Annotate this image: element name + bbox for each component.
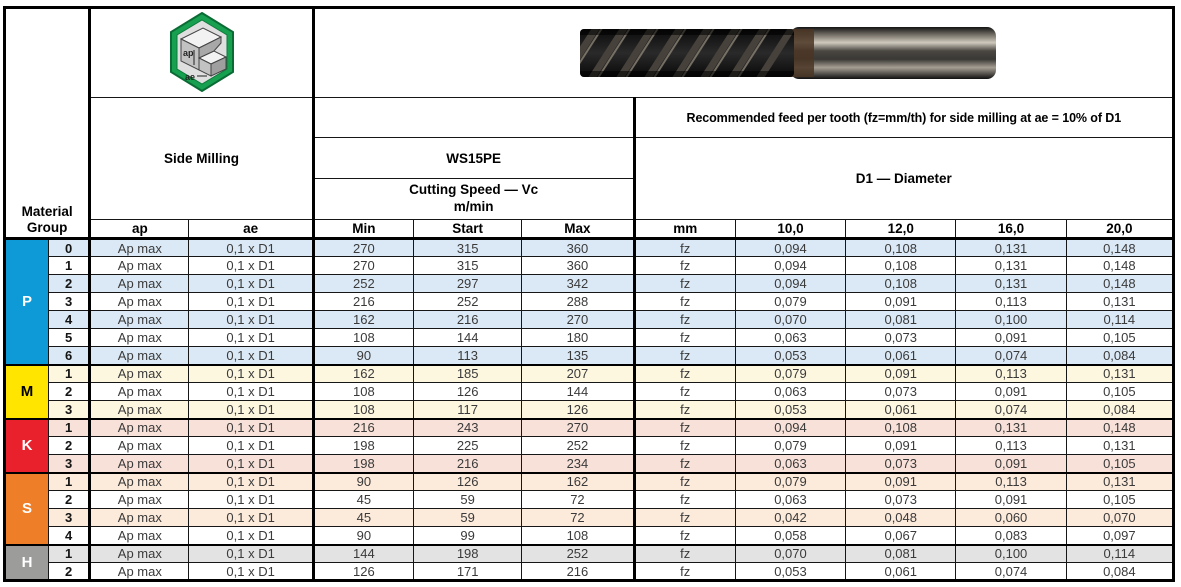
cell: 252	[522, 545, 634, 563]
cell: Ap max	[90, 437, 189, 455]
cell: 0,073	[846, 455, 956, 473]
image-row	[5, 8, 1174, 98]
cell: 234	[522, 455, 634, 473]
col-d16: 16,0	[956, 220, 1066, 239]
cell: 270	[313, 239, 413, 257]
cutting-speed-label: Cutting Speed — Vc	[409, 182, 539, 198]
cell: 117	[414, 401, 522, 419]
cell: 3	[49, 293, 90, 311]
cell: 3	[49, 455, 90, 473]
svg-text:ae: ae	[184, 71, 195, 82]
cell: 0,105	[1066, 329, 1173, 347]
cell: 59	[414, 491, 522, 509]
cell: 1	[49, 257, 90, 275]
cell: 0,091	[956, 455, 1066, 473]
cell: 0,1 x D1	[189, 293, 313, 311]
col-d20: 20,0	[1066, 220, 1173, 239]
cell: 0,042	[735, 509, 845, 527]
speed-feed-table	[3, 6, 1175, 582]
cell: 0,1 x D1	[189, 347, 313, 365]
cell: Ap max	[90, 527, 189, 545]
cell: fz	[634, 257, 735, 275]
cell: 0,1 x D1	[189, 437, 313, 455]
cell: fz	[634, 509, 735, 527]
cell: fz	[634, 383, 735, 401]
cell: 0,074	[956, 401, 1066, 419]
cell: 72	[522, 491, 634, 509]
cell: 0,114	[1066, 311, 1173, 329]
cell: 1	[49, 365, 90, 383]
cell: fz	[634, 311, 735, 329]
cell: 0,148	[1066, 239, 1173, 257]
cell: 216	[414, 455, 522, 473]
cell: 0,061	[846, 347, 956, 365]
end-mill-image	[576, 23, 1000, 83]
col-mm: mm	[634, 220, 735, 239]
cell: fz	[634, 437, 735, 455]
cell: 6	[49, 347, 90, 365]
table-row	[5, 419, 1174, 437]
cell: 0,1 x D1	[189, 563, 313, 581]
cell: 0,067	[846, 527, 956, 545]
cell: 0,094	[735, 275, 845, 293]
cutting-speed-header	[313, 179, 634, 220]
cell: 2	[49, 491, 90, 509]
material-group-letter: H	[5, 545, 49, 581]
cell: 126	[414, 383, 522, 401]
cell: 0,061	[846, 563, 956, 581]
cell: 0,063	[735, 329, 845, 347]
cell: 0,073	[846, 491, 956, 509]
cell: fz	[634, 239, 735, 257]
cell: 0,063	[735, 383, 845, 401]
cell: 0,058	[735, 527, 845, 545]
cell: 0	[49, 239, 90, 257]
cell: 225	[414, 437, 522, 455]
cell: 0,091	[846, 293, 956, 311]
d1-diameter-header: D1 — Diameter	[634, 138, 1173, 220]
table-row	[5, 239, 1174, 257]
cell: 2	[49, 437, 90, 455]
cell: 0,1 x D1	[189, 491, 313, 509]
cell: 0,094	[735, 419, 845, 437]
cell: 0,108	[846, 239, 956, 257]
cell: 0,131	[1066, 473, 1173, 491]
cell: 0,148	[1066, 419, 1173, 437]
cell: 126	[313, 563, 413, 581]
table-row	[5, 383, 1174, 401]
col-ae: ae	[189, 220, 313, 239]
cell: 0,091	[846, 365, 956, 383]
cell: fz	[634, 563, 735, 581]
cell: 0,094	[735, 239, 845, 257]
cell: 252	[522, 437, 634, 455]
cell: 45	[313, 491, 413, 509]
tool-grade-header: WS15PE	[313, 138, 634, 179]
cell: 0,131	[1066, 365, 1173, 383]
band-row	[5, 98, 1174, 138]
cell: 0,074	[956, 563, 1066, 581]
cell: fz	[634, 455, 735, 473]
cell: fz	[634, 401, 735, 419]
cell: 270	[313, 257, 413, 275]
cell: 108	[313, 383, 413, 401]
cell: 4	[49, 311, 90, 329]
cell: 0,1 x D1	[189, 545, 313, 563]
cell: 198	[313, 455, 413, 473]
cell: 171	[414, 563, 522, 581]
cell: 0,084	[1066, 563, 1173, 581]
cell: 0,1 x D1	[189, 509, 313, 527]
material-group-letter: K	[5, 419, 49, 473]
cell: 0,148	[1066, 275, 1173, 293]
cell: fz	[634, 275, 735, 293]
cell: 0,1 x D1	[189, 527, 313, 545]
cell: 0,108	[846, 419, 956, 437]
cell: fz	[634, 419, 735, 437]
cell: Ap max	[90, 401, 189, 419]
table-row	[5, 473, 1174, 491]
cell: 0,1 x D1	[189, 365, 313, 383]
cell: 0,100	[956, 311, 1066, 329]
cell: 360	[522, 257, 634, 275]
cell: 0,1 x D1	[189, 401, 313, 419]
cell: 0,084	[1066, 347, 1173, 365]
cell: 216	[313, 419, 413, 437]
col-ap: ap	[90, 220, 189, 239]
table-row	[5, 347, 1174, 365]
cell: 0,053	[735, 563, 845, 581]
cell: 99	[414, 527, 522, 545]
cell: Ap max	[90, 347, 189, 365]
cell: 0,1 x D1	[189, 455, 313, 473]
cell: 0,079	[735, 365, 845, 383]
cell: 144	[313, 545, 413, 563]
table-row	[5, 275, 1174, 293]
column-header-row	[5, 220, 1174, 239]
cell: 0,070	[735, 545, 845, 563]
cell: 252	[313, 275, 413, 293]
cell: 0,073	[846, 383, 956, 401]
cell: fz	[634, 347, 735, 365]
ap-ae-icon	[168, 12, 236, 92]
cell: 0,070	[735, 311, 845, 329]
table-row	[5, 491, 1174, 509]
cell: 0,105	[1066, 383, 1173, 401]
cell: 162	[313, 311, 413, 329]
cell: 108	[313, 329, 413, 347]
cell: 216	[313, 293, 413, 311]
cell: Ap max	[90, 383, 189, 401]
table-body	[5, 239, 1174, 581]
cell: 0,091	[846, 437, 956, 455]
recommended-feed-header: Recommended feed per tooth (fz=mm/th) for side milling at ae = 10% of D1	[634, 98, 1173, 138]
cell: 216	[414, 311, 522, 329]
cell: 0,113	[956, 365, 1066, 383]
cell: 0,063	[735, 491, 845, 509]
table-row	[5, 509, 1174, 527]
cell: 0,108	[846, 275, 956, 293]
cell: 72	[522, 509, 634, 527]
cell: 0,091	[846, 473, 956, 491]
col-start: Start	[414, 220, 522, 239]
empty-header-cell	[313, 98, 634, 138]
side-milling-header: Side Milling	[90, 98, 314, 220]
cell: 0,063	[735, 455, 845, 473]
cell: 0,1 x D1	[189, 419, 313, 437]
cell: 113	[414, 347, 522, 365]
cell: 198	[414, 545, 522, 563]
table-row	[5, 545, 1174, 563]
cell: 3	[49, 509, 90, 527]
cell: 0,083	[956, 527, 1066, 545]
end-mill-image-cell	[313, 8, 1173, 98]
cell: 162	[313, 365, 413, 383]
cell: 288	[522, 293, 634, 311]
cell: 3	[49, 401, 90, 419]
col-d12: 12,0	[846, 220, 956, 239]
col-d10: 10,0	[735, 220, 845, 239]
cell: 0,048	[846, 509, 956, 527]
cell: 45	[313, 509, 413, 527]
material-group-label: Material Group	[21, 204, 73, 236]
table-row	[5, 257, 1174, 275]
cell: 108	[313, 401, 413, 419]
cell: 135	[522, 347, 634, 365]
ap-ae-icon-cell	[90, 8, 314, 98]
cell: 270	[522, 311, 634, 329]
cell: 59	[414, 509, 522, 527]
cell: 0,131	[956, 275, 1066, 293]
cell: Ap max	[90, 545, 189, 563]
cutting-speed-unit: m/min	[453, 199, 494, 214]
cell: Ap max	[90, 419, 189, 437]
cell: 252	[414, 293, 522, 311]
cell: 90	[313, 347, 413, 365]
cell: 180	[522, 329, 634, 347]
cell: Ap max	[90, 455, 189, 473]
cell: fz	[634, 293, 735, 311]
cell: 0,091	[956, 491, 1066, 509]
cell: 0,131	[1066, 437, 1173, 455]
cell: Ap max	[90, 275, 189, 293]
cell: 0,091	[956, 329, 1066, 347]
cell: 90	[313, 527, 413, 545]
cell: 0,108	[846, 257, 956, 275]
table-row	[5, 365, 1174, 383]
material-group-header	[5, 8, 90, 239]
cell: 0,131	[956, 419, 1066, 437]
cell: 1	[49, 545, 90, 563]
cell: 0,079	[735, 293, 845, 311]
cell: Ap max	[90, 293, 189, 311]
cell: 108	[522, 527, 634, 545]
cell: 342	[522, 275, 634, 293]
cell: 297	[414, 275, 522, 293]
cell: Ap max	[90, 473, 189, 491]
cell: fz	[634, 527, 735, 545]
cell: 270	[522, 419, 634, 437]
cell: 0,105	[1066, 455, 1173, 473]
cell: 126	[522, 401, 634, 419]
table-row	[5, 401, 1174, 419]
cell: 0,113	[956, 473, 1066, 491]
cell: 144	[414, 329, 522, 347]
cell: Ap max	[90, 365, 189, 383]
cell: 90	[313, 473, 413, 491]
cell: 126	[414, 473, 522, 491]
cell: 2	[49, 275, 90, 293]
cell: 0,081	[846, 311, 956, 329]
cell: 0,081	[846, 545, 956, 563]
cell: Ap max	[90, 509, 189, 527]
cell: 207	[522, 365, 634, 383]
svg-text:ap: ap	[182, 47, 194, 58]
table-row	[5, 437, 1174, 455]
cell: 0,053	[735, 401, 845, 419]
cell: 198	[313, 437, 413, 455]
cell: 216	[522, 563, 634, 581]
table-row	[5, 329, 1174, 347]
cell: 0,100	[956, 545, 1066, 563]
cell: Ap max	[90, 311, 189, 329]
cell: fz	[634, 365, 735, 383]
cell: 0,148	[1066, 257, 1173, 275]
cell: 0,131	[956, 239, 1066, 257]
material-group-letter: S	[5, 473, 49, 545]
cell: fz	[634, 491, 735, 509]
cell: Ap max	[90, 329, 189, 347]
cell: 0,1 x D1	[189, 239, 313, 257]
cell: 1	[49, 419, 90, 437]
cell: 5	[49, 329, 90, 347]
cell: Ap max	[90, 257, 189, 275]
cell: 0,079	[735, 437, 845, 455]
cell: 2	[49, 383, 90, 401]
cell: Ap max	[90, 239, 189, 257]
col-min: Min	[313, 220, 413, 239]
cell: 2	[49, 563, 90, 581]
cell: 0,1 x D1	[189, 311, 313, 329]
cell: 360	[522, 239, 634, 257]
cell: 0,1 x D1	[189, 275, 313, 293]
cell: 0,1 x D1	[189, 257, 313, 275]
cell: 0,113	[956, 437, 1066, 455]
cell: 0,070	[1066, 509, 1173, 527]
cell: 0,1 x D1	[189, 329, 313, 347]
cell: 0,074	[956, 347, 1066, 365]
cell: fz	[634, 545, 735, 563]
cell: 243	[414, 419, 522, 437]
cell: 0,113	[956, 293, 1066, 311]
table-row	[5, 563, 1174, 581]
cell: 1	[49, 473, 90, 491]
cell: 0,105	[1066, 491, 1173, 509]
material-group-letter: P	[5, 239, 49, 365]
cell: 0,053	[735, 347, 845, 365]
col-max: Max	[522, 220, 634, 239]
table-row	[5, 293, 1174, 311]
cell: 144	[522, 383, 634, 401]
cell: 162	[522, 473, 634, 491]
cell: fz	[634, 329, 735, 347]
cell: 315	[414, 257, 522, 275]
cell: 0,073	[846, 329, 956, 347]
cell: 0,084	[1066, 401, 1173, 419]
material-group-letter: M	[5, 365, 49, 419]
table-row	[5, 311, 1174, 329]
cell: Ap max	[90, 491, 189, 509]
cell: 0,061	[846, 401, 956, 419]
cell: 0,1 x D1	[189, 473, 313, 491]
cell: 0,094	[735, 257, 845, 275]
table-row	[5, 527, 1174, 545]
cell: 0,091	[956, 383, 1066, 401]
cell: Ap max	[90, 563, 189, 581]
cell: 0,131	[1066, 293, 1173, 311]
cell: 0,060	[956, 509, 1066, 527]
cell: 0,114	[1066, 545, 1173, 563]
cell: 0,131	[956, 257, 1066, 275]
cell: 315	[414, 239, 522, 257]
cell: 0,097	[1066, 527, 1173, 545]
cell: 4	[49, 527, 90, 545]
cell: 0,079	[735, 473, 845, 491]
table-row	[5, 455, 1174, 473]
cell: fz	[634, 473, 735, 491]
cell: 0,1 x D1	[189, 383, 313, 401]
cell: 185	[414, 365, 522, 383]
